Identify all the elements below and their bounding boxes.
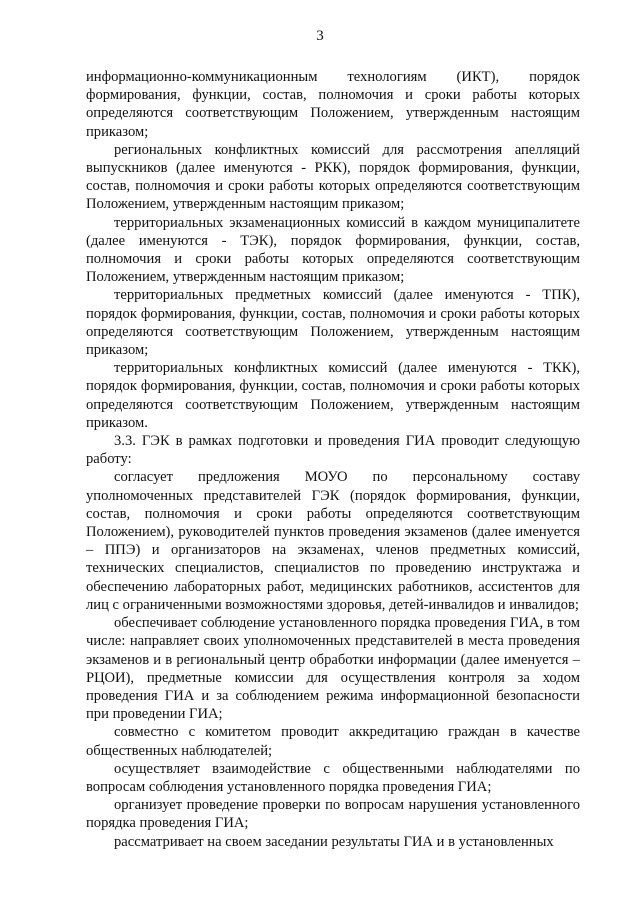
- paragraph-tkk: территориальных конфликтных комиссий (далее именуются - ТКК), порядок формирования, функции, состав, полномочия и сроки работы которых определяются соответствующим Положением, утвержденным настоящим приказом.: [86, 360, 580, 431]
- paragraph-section-3-3: 3.3. ГЭК в рамках подготовки и проведения ГИА проводит следующую работу:: [86, 433, 580, 468]
- paragraph-ikt-continuation: информационно-коммуникационным технологиям (ИКТ), порядок формирования, функции, состав, полномочия и сроки работы которых определяются соответствующим Положением, утвержденным настоящим приказом;: [86, 69, 580, 140]
- paragraph-tek: территориальных экзаменационных комиссий в каждом муниципалитете (далее именуются - ТЭК), порядок формирования, функции, состав, полномочия и сроки работы которых определяются соответствующим Положением, утвержденным настоящим приказом;: [86, 214, 580, 286]
- page-number: 3: [316, 28, 324, 44]
- paragraph-agrees-proposals: согласует предложения МОУО по персональному составу уполномоченных представителей ГЭК (порядок формирования, функции, состав, полномочия и сроки работы определяются соответствующим Положением), руководителей пунктов проведения экзаменов (далее именуется – ППЭ) и организаторов на экзаменах, членов предметных комиссий, технических специалистов, специалистов по проведению инструктажа и обеспечению лабораторных работ, медицинских работников, ассистентов для лиц с ограниченными возможностями здоровья, детей-инвалидов и инвалидов;: [86, 469, 580, 613]
- paragraph-considers-results: рассматривает на своем заседании результаты ГИА и в установленных: [114, 833, 554, 850]
- paragraph-tpk: территориальных предметных комиссий (далее именуются - ТПК), порядок формирования, функции, состав, полномочия и сроки работы которых определяются соответствующим Положением, утвержденным настоящим приказом;: [86, 287, 580, 359]
- paragraph-accreditation: совместно с комитетом проводит аккредитацию граждан в качестве общественных наблюдателей;: [86, 724, 580, 759]
- document-body: [86, 68, 580, 851]
- paragraph-organizes-inspection: организует проведение проверки по вопросам нарушения установленного порядка проведения ГИА;: [86, 797, 580, 832]
- paragraph-rkk: региональных конфликтных комиссий для рассмотрения апелляций выпускников (далее именуются - РКК), порядок формирования, функции, состав, полномочия и сроки работы которых определяются соответствующим Положением, утвержденным настоящим приказом;: [86, 141, 580, 213]
- paragraph-interaction-observers: осуществляет взаимодействие с общественными наблюдателями по вопросам соблюдения установленного порядка проведения ГИА;: [86, 760, 580, 795]
- paragraph-ensures-compliance: обеспечивает соблюдение установленного порядка проведения ГИА, в том числе: направляет своих уполномоченных представителей в места проведения экзаменов и в региональный центр обработки информации (далее именуется – РЦОИ), предметные комиссии для осуществления контроля за ходом проведения ГИА и за соблюдением режима информационной безопасности при проведении ГИА;: [86, 615, 580, 723]
